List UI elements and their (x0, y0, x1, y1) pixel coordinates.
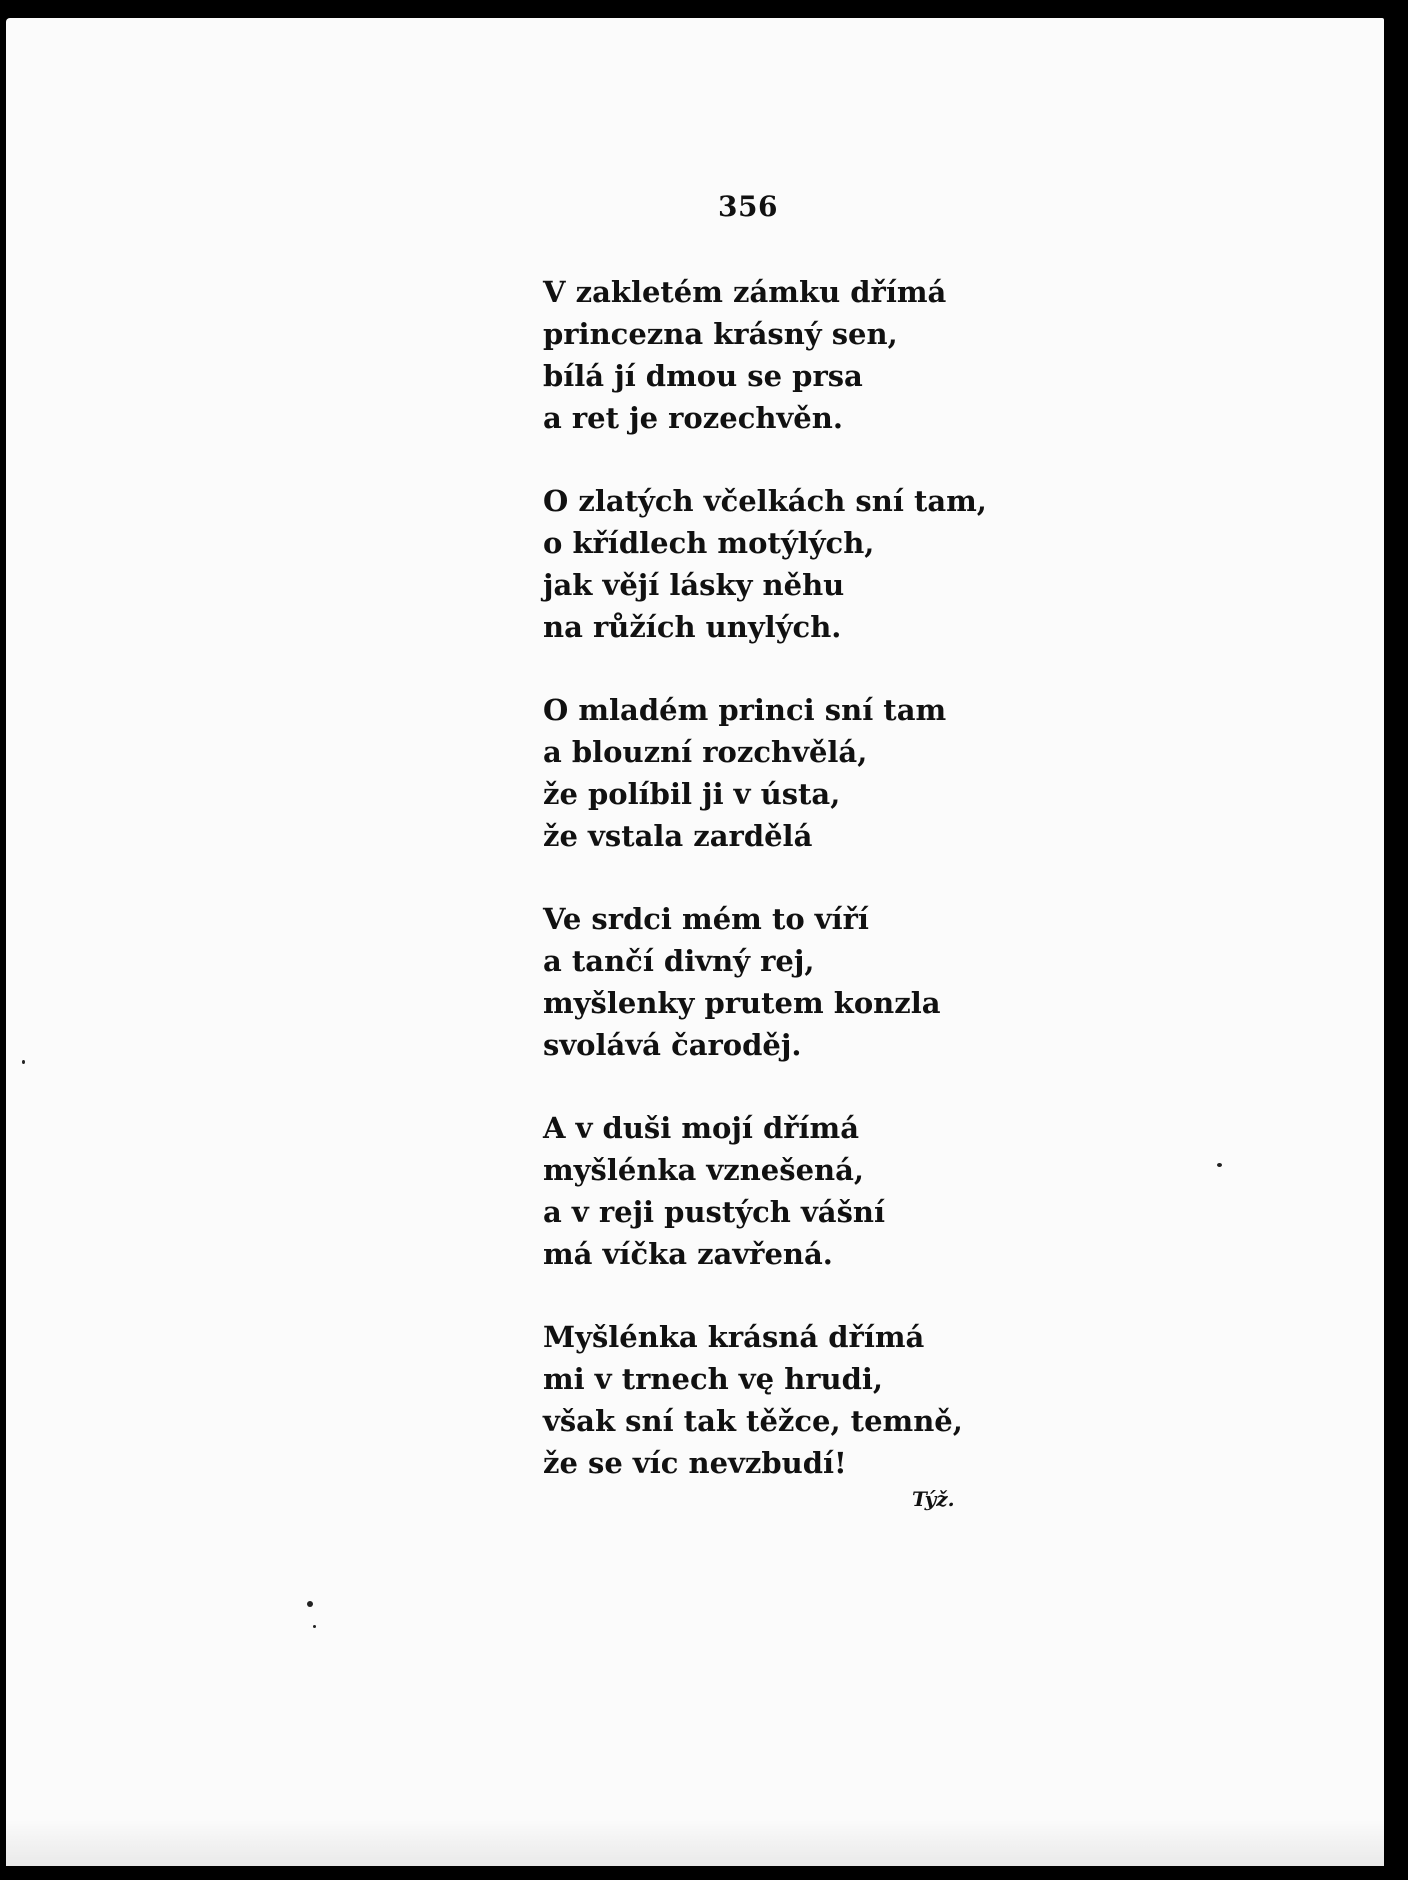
stanza (543, 1107, 987, 1275)
poem-line: mi v trnech vę hrudi, (543, 1362, 884, 1396)
poem-line: Ve srdci mém to víří (543, 902, 869, 936)
poem-line: O zlatých včelkách sní tam, (543, 484, 987, 518)
ink-speck (313, 1625, 316, 1628)
poem-line: A v duši mojí dřímá (543, 1111, 860, 1145)
poem-line: má víčka zavřená. (543, 1237, 833, 1271)
poem-line: a blouzní rozchvělá, (543, 735, 868, 769)
poem-line: a v reji pustých vášní (543, 1195, 886, 1229)
poem-line: svolává čaroděj. (543, 1028, 802, 1062)
page-number: 356 (718, 190, 778, 223)
poem (543, 271, 987, 1525)
stanza (543, 271, 987, 439)
page-bottom-shadow (6, 1820, 1384, 1866)
stanza (543, 1316, 987, 1484)
poem-line: že se víc nevzbudí! (543, 1446, 847, 1480)
poem-line: o křídlech motýlých, (543, 526, 875, 560)
poem-line: princezna krásný sen, (543, 317, 898, 351)
ink-speck (1217, 1163, 1222, 1167)
stanza (543, 689, 987, 857)
poem-line: Myšlénka krásná dřímá (543, 1320, 925, 1354)
poem-line: a ret je rozechvěn. (543, 401, 843, 435)
poem-line: myšlénka vznešená, (543, 1153, 864, 1187)
poem-line: jak vějí lásky něhu (543, 568, 845, 602)
poem-line: myšlenky prutem konzla (543, 986, 941, 1020)
poem-line: O mladém princi sní tam (543, 693, 947, 727)
scan-border (1384, 0, 1408, 1880)
poem-line: a tančí divný rej, (543, 944, 815, 978)
stanza (543, 480, 987, 648)
poem-line: V zakletém zámku dřímá (543, 275, 947, 309)
ink-speck (22, 1060, 25, 1064)
ink-speck (307, 1601, 313, 1607)
poem-line: že vstala zardělá (543, 819, 813, 853)
poem-line: že políbil ji v ústa, (543, 777, 841, 811)
poem-line: však sní tak těžce, temně, (543, 1404, 963, 1438)
stanza (543, 898, 987, 1066)
author-signature: Týž. (912, 1487, 955, 1511)
poem-line: na růžích unylých. (543, 610, 842, 644)
poem-line: bílá jí dmou se prsa (543, 359, 863, 393)
